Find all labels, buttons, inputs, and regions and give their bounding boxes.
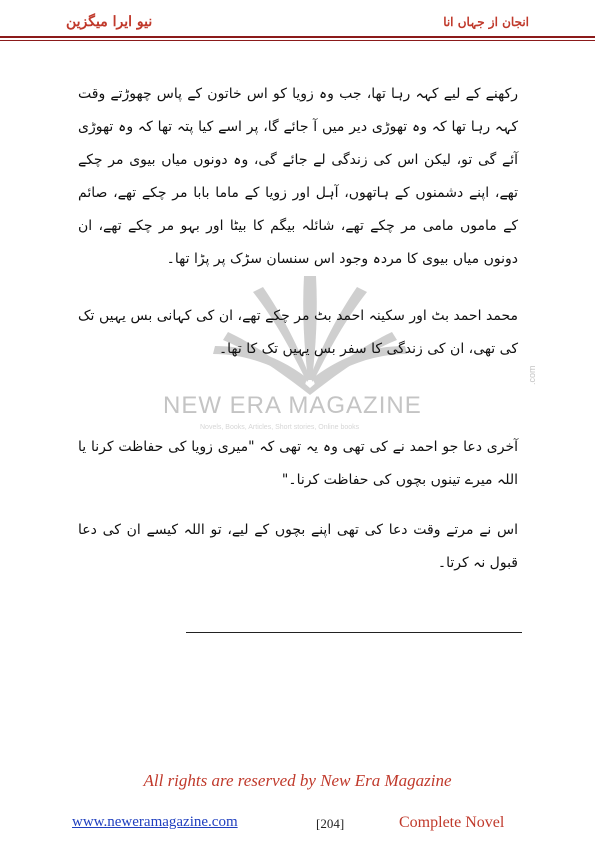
paragraph-2: محمد احمد بٹ اور سکینہ احمد بٹ مر چکے تھے، ان کی کہانی بس یہیں تک کی تھی، ان کی زندگی کا سفر بس یہیں تک کا تھا۔ [78,308,518,357]
footer-title: Complete Novel [399,814,505,831]
body-text-3 [78,431,518,497]
watermark-text: NEW ERA MAGAZINE [163,392,422,419]
end-separator [186,632,522,633]
body-text-2 [78,300,518,366]
magazine-name: نیو ایرا میگزین [66,14,153,30]
paragraph-3: آخری دعا جو احمد نے کی تھی وہ یہ تھی کہ "میری زویا کی حفاظت کرنا یا اللہ میرے تینوں بچوں کی حفاظت کرنا۔" [78,439,518,488]
body-text [78,78,518,276]
page-number: [204] [316,816,345,831]
watermark-com: .com [527,365,537,385]
website-link[interactable]: www.neweramagazine.com [72,814,238,830]
watermark-subtext: Novels, Books, Articles, Short stories, Online books [200,424,360,431]
header-rule-thin [0,40,595,41]
header-rule-thick [0,36,595,38]
novel-title: انجان از جہاں انا [443,15,529,29]
paragraph-1: رکھنے کے لیے کہہ رہا تھا، جب وہ زویا کو اس خاتون کے پاس چھوڑتے وقت کہہ رہا تھا کہ وہ تھوڑی دیر میں آ جائے گا، پر اسے کیا پتہ تھا کہ وہ تھوڑی آئے گی تو، لیکن اس کی زندگی لے جائے گی، وہ دونوں میاں بیوی مر چکے تھے، اپنے دشمنوں کے ہاتھوں، آہل اور زویا کے ماما بابا مر چکے تھے، صائم کے ماموں مامی مر چکے تھے، شائلہ بیگم کا بیٹا اور بہو مر چکے تھے، ان دونوں میاں بیوی کا مردہ وجود اس سنسان سڑک پر پڑا تھا۔ [78,86,518,267]
rights-notice: All rights are reserved by New Era Magazine [143,771,452,790]
paragraph-4: اس نے مرتے وقت دعا کی تھی اپنے بچوں کے لیے، تو اللہ کیسے ان کی دعا قبول نہ کرتا۔ [78,522,518,571]
body-text-4 [78,514,518,580]
